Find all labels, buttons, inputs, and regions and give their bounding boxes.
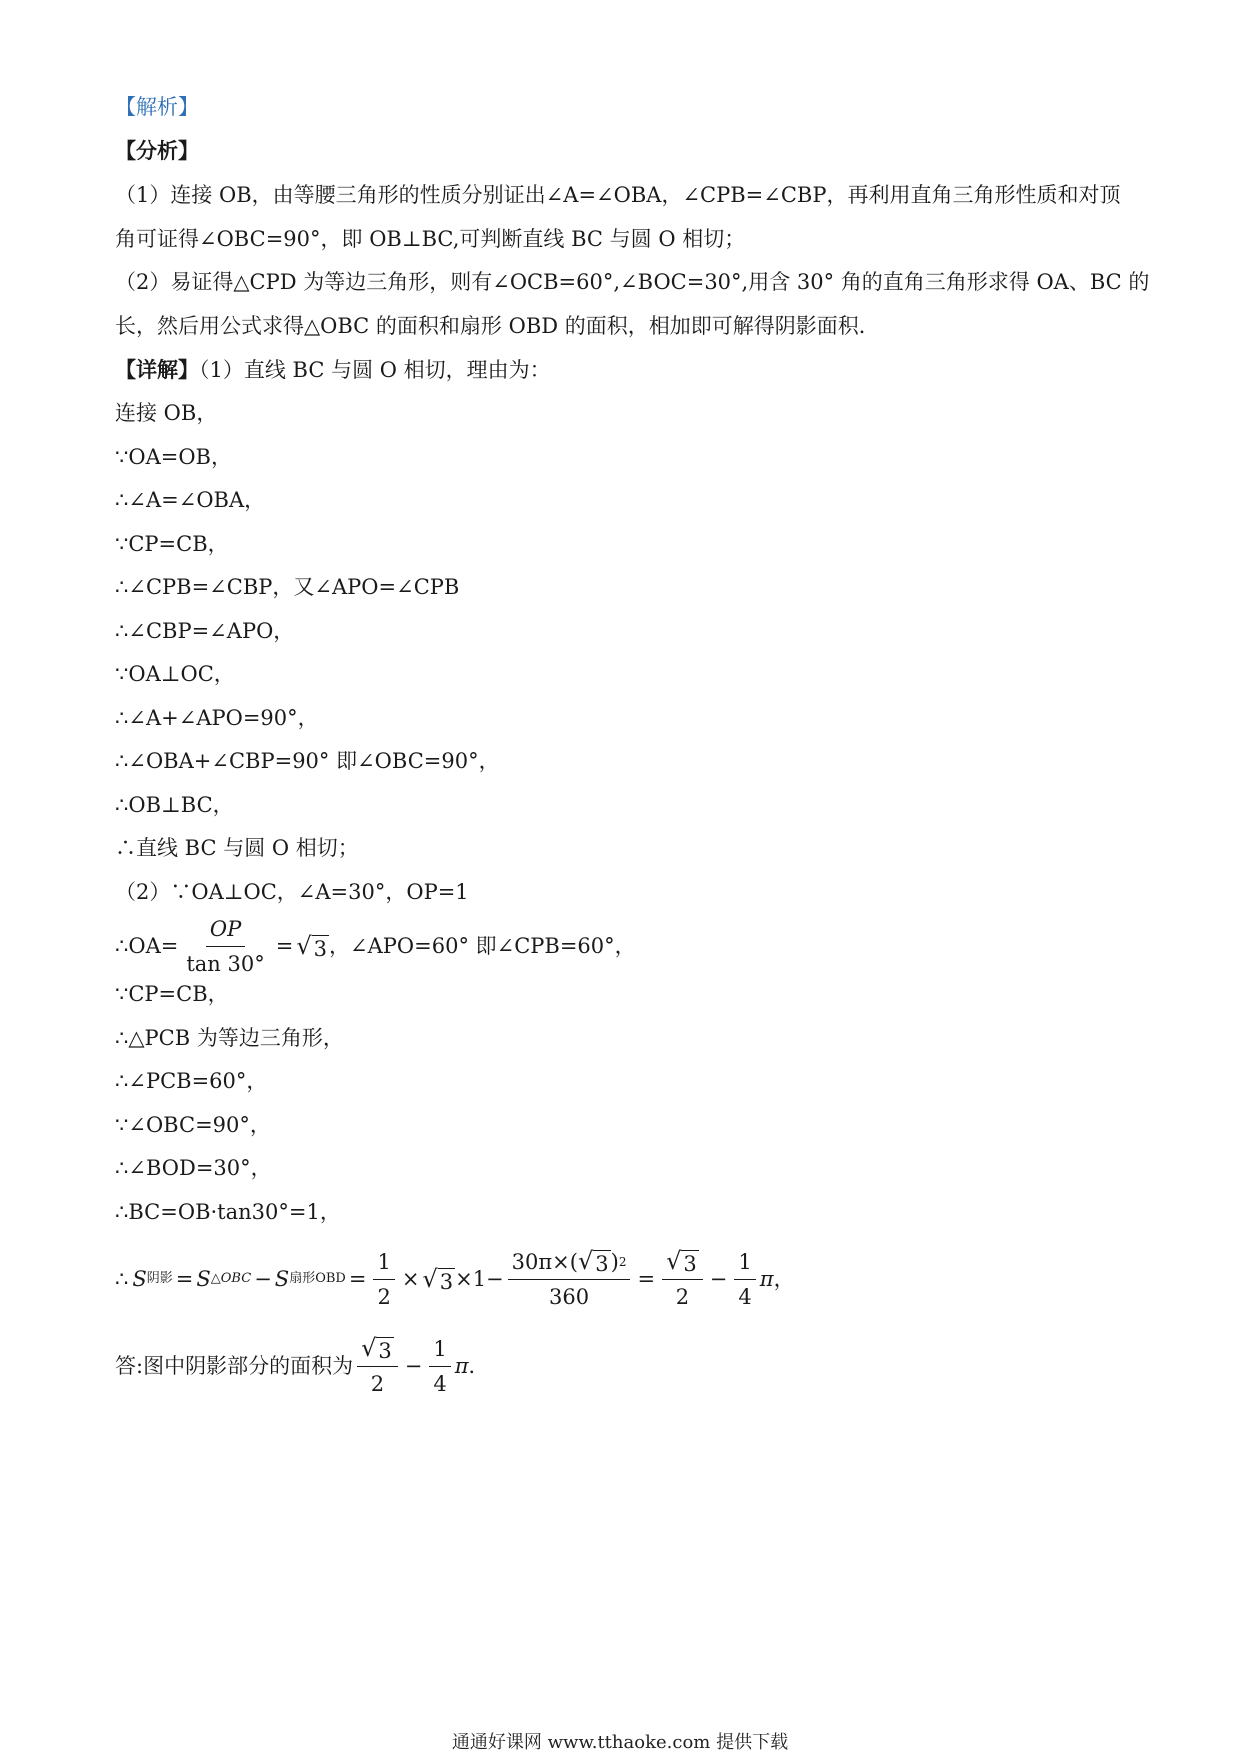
proof-step: （2）∵OA⊥OC，∠A=30°，OP=1 [115, 880, 469, 904]
area-eq1: = [175, 1267, 194, 1291]
section-heading-fenxi: 【分析】 [115, 138, 199, 163]
proof-step: ∵CP=CB， [115, 532, 229, 556]
area-formula-line [115, 1243, 795, 1315]
answer-sqrt-denominator: 2 [370, 1372, 385, 1396]
fenxi-paragraph-2-line-2: 长，然后用公式求得△OBC 的面积和扇形 OBD 的面积，相加即可解得阴影面积． [115, 314, 880, 338]
sqrt-radicand: 3 [439, 1269, 454, 1294]
proof-step: ∴BC=OB·tan30°=1， [115, 1200, 341, 1224]
sqrt-symbol: √ 3 [422, 1264, 454, 1294]
proof-step: 连接 OB， [115, 401, 218, 425]
answer-sqrt-numerator [357, 1333, 398, 1367]
sqrt-radicand: 3 [595, 1252, 609, 1276]
fenxi-paragraph-2-line-1: （2）易证得△CPD 为等边三角形，则有∠OCB=60°,∠BOC=30°,用含 30° 角的直角三角形求得 OA、BC 的 [115, 270, 1150, 294]
area-tail: ， [773, 1267, 795, 1291]
sqrt-symbol: √ 3 [361, 1334, 392, 1363]
area-sub-obc: △OBC [210, 1271, 252, 1286]
detail-intro-line [115, 355, 551, 385]
quarter-denominator: 4 [738, 1284, 752, 1309]
area-s-shadow: S [132, 1267, 147, 1291]
fenxi-paragraph-1-line-2: 角可证得∠OBC=90°，即 OB⊥BC,可判断直线 BC 与圆 O 相切； [115, 227, 746, 251]
detail-heading: 【详解】 [115, 357, 199, 382]
area-eq3: = [637, 1267, 656, 1291]
answer-quarter-numerator: 1 [429, 1334, 450, 1367]
oa-fraction-numerator: OP [206, 914, 245, 947]
sector-numerator [508, 1246, 631, 1280]
pi-symbol: π [454, 1354, 469, 1378]
proof-step: ∴∠A=∠OBA， [115, 488, 266, 512]
proof-step: ∴∠OBA+∠CBP=90° 即∠OBC=90°， [115, 749, 500, 773]
proof-step: ∴OB⊥BC， [115, 793, 234, 817]
sqrt-radicand: 3 [683, 1252, 697, 1276]
sqrt-symbol: √ 3 [296, 931, 328, 961]
area-prefix: ∴ [115, 1267, 129, 1291]
sqrt-symbol: √ 3 [577, 1247, 609, 1276]
answer-quarter-fraction [429, 1334, 450, 1399]
answer-line [115, 1330, 490, 1402]
oa-prefix: ∴OA= [115, 934, 179, 958]
section-heading-analysis: 【解析】 [115, 95, 199, 119]
area-sub-shadow: 阴影 [146, 1271, 173, 1286]
oa-fraction-denominator: tan 30° [186, 951, 265, 976]
oa-formula-line [115, 913, 636, 979]
quarter-numerator: 1 [734, 1247, 755, 1280]
answer-prefix: 答:图中阴影部分的面积为 [115, 1354, 354, 1378]
half-fraction [373, 1247, 394, 1312]
square-exponent: 2 [618, 1254, 627, 1269]
proof-step: ∵OA⊥OC， [115, 662, 235, 686]
area-s-obc: S [196, 1267, 211, 1291]
answer-quarter-denominator: 4 [433, 1371, 447, 1396]
area-s-sector: S [274, 1267, 290, 1291]
sqrt-radicand: 3 [313, 936, 328, 961]
times-sign: × [401, 1267, 420, 1291]
oa-fraction [182, 914, 268, 979]
proof-step: ∴直线 BC 与圆 O 相切； [115, 836, 359, 860]
area-eq2: = [348, 1267, 367, 1291]
proof-step: ∴∠CBP=∠APO， [115, 619, 295, 643]
proof-step: ∴∠PCB=60°， [115, 1069, 268, 1093]
area-minus: − [254, 1267, 272, 1291]
area-sub-sector: 扇形OBD [289, 1271, 346, 1286]
times-one-minus: ×1− [455, 1267, 504, 1291]
pi-symbol: π [759, 1267, 774, 1291]
detail-intro: （1）直线 BC 与圆 O 相切，理由为： [199, 358, 551, 382]
result-sqrt-denominator: 2 [675, 1285, 690, 1309]
result-sqrt-numerator [662, 1246, 703, 1280]
sector-numerator-pre: 30π×( [511, 1249, 578, 1274]
proof-step: ∴∠BOD=30°， [115, 1156, 272, 1180]
sqrt-radicand: 3 [378, 1339, 392, 1363]
proof-step: ∵OA=OB， [115, 445, 232, 469]
proof-step: ∵∠OBC=90°， [115, 1113, 271, 1137]
sector-denominator: 360 [549, 1285, 590, 1309]
result-minus: − [709, 1267, 728, 1291]
half-numerator: 1 [373, 1247, 394, 1280]
proof-step: ∴△PCB 为等边三角形， [115, 1026, 344, 1050]
half-denominator: 2 [377, 1284, 391, 1309]
fenxi-paragraph-1-line-1: （1）连接 OB，由等腰三角形的性质分别证出∠A=∠OBA，∠CPB=∠CBP，再利用直角三角形性质和对顶 [115, 183, 1121, 207]
oa-equals: = [275, 934, 294, 958]
answer-sqrt-fraction [357, 1333, 398, 1399]
proof-step: ∴∠A+∠APO=90°， [115, 706, 319, 730]
answer-minus: − [404, 1354, 423, 1378]
sector-fraction [508, 1246, 631, 1312]
answer-tail: ． [468, 1354, 490, 1378]
sector-numerator-post: ) [610, 1249, 619, 1274]
sqrt-symbol: √ 3 [666, 1247, 697, 1276]
quarter-fraction [734, 1247, 755, 1312]
proof-step: ∵CP=CB， [115, 982, 229, 1006]
page-footer: 通通好课网 www.tthaoke.com 提供下载 [451, 1732, 789, 1753]
proof-step: ∴∠CPB=∠CBP，又∠APO=∠CPB [115, 575, 460, 599]
oa-suffix: ，∠APO=60° 即∠CPB=60°， [329, 934, 636, 958]
result-sqrt-fraction [662, 1246, 703, 1312]
